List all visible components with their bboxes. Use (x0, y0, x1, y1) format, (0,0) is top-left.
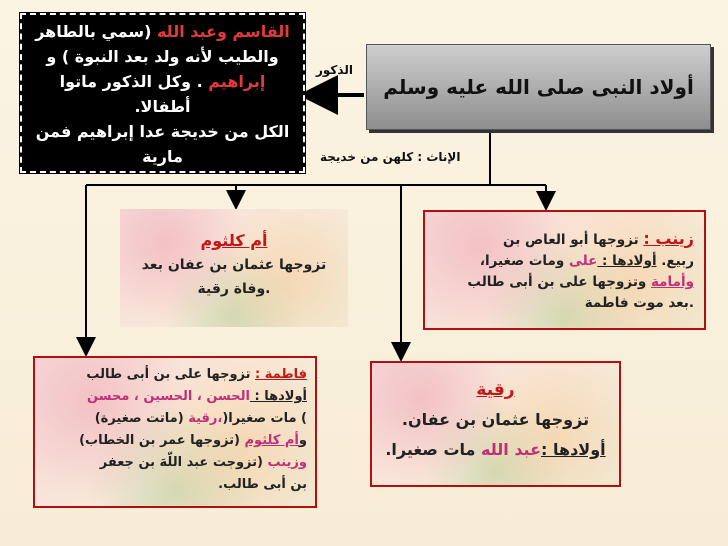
male-line-5: مارية (142, 147, 183, 166)
female-label: الإناث : كلهن من خديجة (320, 150, 461, 164)
zaynab-line-3 (433, 272, 694, 293)
ruqayya-line-2 (372, 435, 619, 465)
ruqayya-child-abdullah: عبد الله (481, 440, 542, 459)
zaynab-line-2d: ومات صغيرا، (479, 253, 569, 269)
zaynab-child-umama: وأمامة (651, 274, 694, 290)
zaynab-line-4: .بعد موت فاطمة (584, 295, 694, 311)
umm-kulthum-line-2: .وفاة رقية (197, 281, 271, 297)
fatima-line-2 (41, 386, 307, 408)
male-names-red: القاسم وعبد الله (156, 22, 290, 41)
fatima-name: فاطمة : (255, 367, 307, 382)
male-line-3-text: . وكل الذكور ماتوا أطفالا. (59, 72, 209, 116)
zaynab-line-2a: ربيع. (656, 253, 694, 269)
fatima-child-umm-kulthum: أم كلثوم (244, 433, 299, 448)
fatima-line-4a: و (298, 433, 307, 448)
fatima-child-ruqayya: ،رقية (188, 411, 223, 426)
ruqayya-card (370, 361, 621, 487)
fatima-children-label: أولادها : (249, 389, 307, 404)
ruqayya-name: رقية (476, 380, 515, 400)
male-label: الذكور (316, 63, 353, 77)
male-line-1 (30, 19, 295, 44)
ruqayya-children-label: أولادها : (541, 440, 606, 459)
fatima-line-1-text: تزوجها على بن أبى طالب (86, 367, 256, 382)
zaynab-name: زينب : (643, 229, 694, 248)
fatima-line-3 (41, 408, 307, 430)
zaynab-line-1 (433, 228, 694, 251)
zaynab-card (423, 210, 706, 330)
fatima-line-5 (41, 452, 307, 474)
male-line-3 (30, 69, 295, 119)
zaynab-line-3b: وتزوجها على بن أبى طالب (467, 274, 651, 290)
fatima-line-4 (41, 430, 307, 452)
fatima-sons: الحسن ، الحسين ، محسن (87, 389, 250, 404)
umm-kulthum-line-1: تزوجها عثمان بن عفان بعد (141, 257, 327, 273)
ruqayya-line-1: تزوجها عثمان بن عفان. (401, 410, 590, 429)
male-children-box (20, 13, 305, 173)
zaynab-line-1-text: تزوجها أبو العاص بن (503, 232, 644, 248)
zaynab-child-ali: على (568, 253, 598, 269)
umm-kulthum-name: أم كلثوم (200, 231, 268, 250)
fatima-child-zaynab: وزينب (267, 455, 307, 470)
fatima-line-6: بن أبى طالب. (218, 477, 307, 492)
fatima-line-3a: ) مات صغيرا( (222, 411, 307, 426)
ibrahim-red: إبراهيم (208, 72, 266, 91)
male-line-4: الكل من خديجة عدا إبراهيم فمن (35, 122, 290, 141)
fatima-line-5b: (تزوجت عبد اللّهَ بن جعفر (99, 455, 268, 470)
male-line-1-text: (سمي بالطاهر (35, 22, 157, 41)
zaynab-line-2 (433, 251, 694, 272)
fatima-line-1 (41, 364, 307, 386)
umm-kulthum-card (120, 209, 348, 327)
zaynab-children-label: أولادها : (597, 253, 657, 269)
ruqayya-line-2c: مات صغيرا. (385, 440, 482, 459)
male-line-2: والطيب لأنه ولد بعد النبوة ) و (46, 47, 279, 66)
fatima-line-4c: (تزوجها عمر بن الخطاب) (79, 433, 245, 448)
page-title: أولاد النبى صلى الله عليه وسلم (383, 75, 694, 99)
fatima-line-3c: (ماتت صغيرة) (94, 411, 189, 426)
title-box (366, 44, 711, 130)
fatima-card (33, 356, 317, 508)
